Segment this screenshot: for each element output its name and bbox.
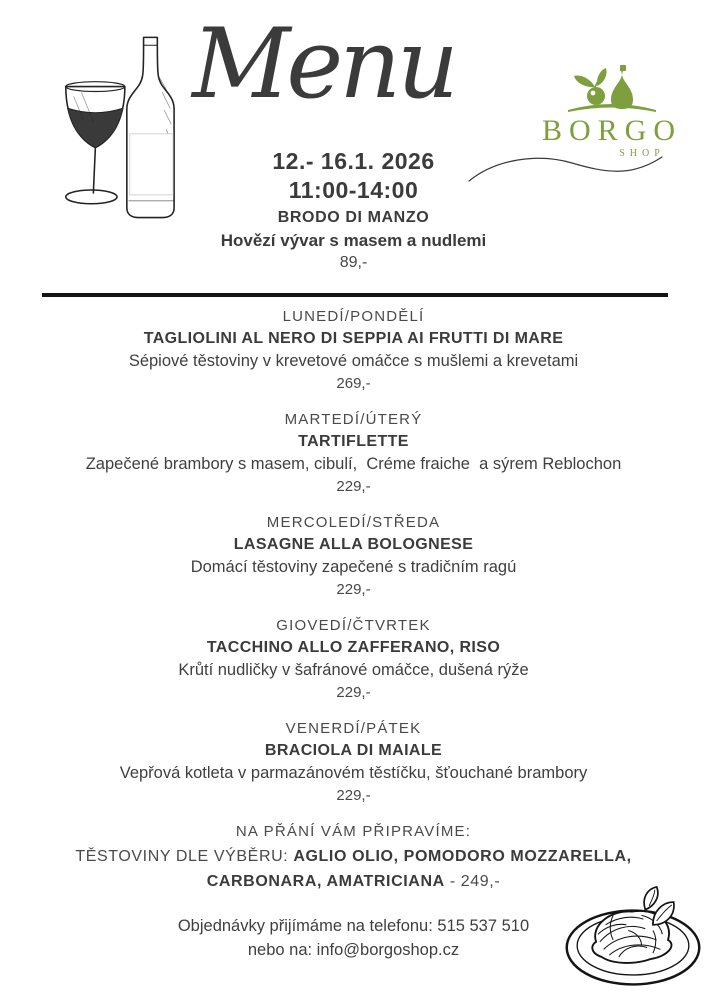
soup-price: 89,- [339,254,368,271]
weekly-menu [0,305,707,962]
menu-day-monday [0,305,707,395]
day-name: MERCOLEDÍ/STŘEDA [266,514,441,531]
dish-name: TARTIFLETTE [298,433,409,450]
custom-order-pasta-list-1: AGLIO OLIO, POMODORO MOZZARELLA, [293,848,632,865]
custom-order-pasta-list-2: CARBONARA, AMATRICIANA [206,873,445,890]
menu-day-thursday [0,614,707,704]
dish-price: 229,- [336,478,371,495]
dish-description: Domácí těstoviny zapečené s tradičním ragú [190,558,517,576]
phone-contact-line: Objednávky přijímáme na telefonu: 515 537 510 [177,917,530,935]
day-name: VENERDÍ/PÁTEK [285,720,422,737]
menu-title: Menu [192,8,455,120]
custom-order-prefix: TĚSTOVINY DLE VÝBĚRU: [75,848,294,865]
soup-description: Hovězí vývar s masem a nudlemi [220,231,487,250]
borgo-logo-text: BORGO [541,114,682,147]
olive-and-carafe-icon [566,58,658,118]
custom-order-price: - 249,- [444,873,501,890]
dish-description: Krůtí nudličky v šafránové omáčce, dušená rýže [178,661,529,679]
header-info [0,147,707,274]
menu-day-tuesday [0,408,707,498]
borgo-logo [524,58,700,159]
dish-price: 229,- [336,787,371,804]
menu-day-wednesday [0,511,707,601]
custom-order-heading: NA PŘÁNÍ VÁM PŘIPRAVÍME: [235,823,472,840]
pasta-plate-illustration [562,886,704,992]
dish-name: TAGLIOLINI AL NERO DI SEPPIA AI FRUTTI DI MARE [143,330,564,347]
custom-order-line-1 [0,844,707,869]
dish-price: 269,- [336,375,371,392]
soup-name: BRODO DI MANZO [277,209,430,226]
dish-price: 229,- [336,581,371,598]
borgo-logo-subtext: SHOP [619,148,665,159]
day-name: GIOVEDÍ/ČTVRTEK [276,617,431,634]
dish-description: Zapečené brambory s masem, cibulí, Créme fraiche a sýrem Reblochon [85,455,622,473]
day-name: MARTEDÍ/ÚTERÝ [284,411,423,428]
dish-name: BRACIOLA DI MAIALE [264,742,443,759]
custom-order-section [0,820,707,894]
dish-price: 229,- [336,684,371,701]
dish-name: LASAGNE ALLA BOLOGNESE [233,536,474,553]
dish-description: Vepřová kotleta v parmazánovém těstíčku, šťouchané brambory [119,764,588,782]
opening-hours: 11:00-14:00 [288,177,419,203]
dish-description: Sépiové těstoviny v krevetové omáčce s mušlemi a krevetami [128,352,579,370]
day-name: LUNEDÍ/PONDĚLÍ [282,308,425,325]
menu-day-friday [0,717,707,807]
dish-name: TACCHINO ALLO ZAFFERANO, RISO [206,639,501,656]
email-contact-line: nebo na: info@borgoshop.cz [247,941,460,959]
date-range: 12.- 16.1. 2026 [272,148,435,174]
divider-line [42,293,668,297]
